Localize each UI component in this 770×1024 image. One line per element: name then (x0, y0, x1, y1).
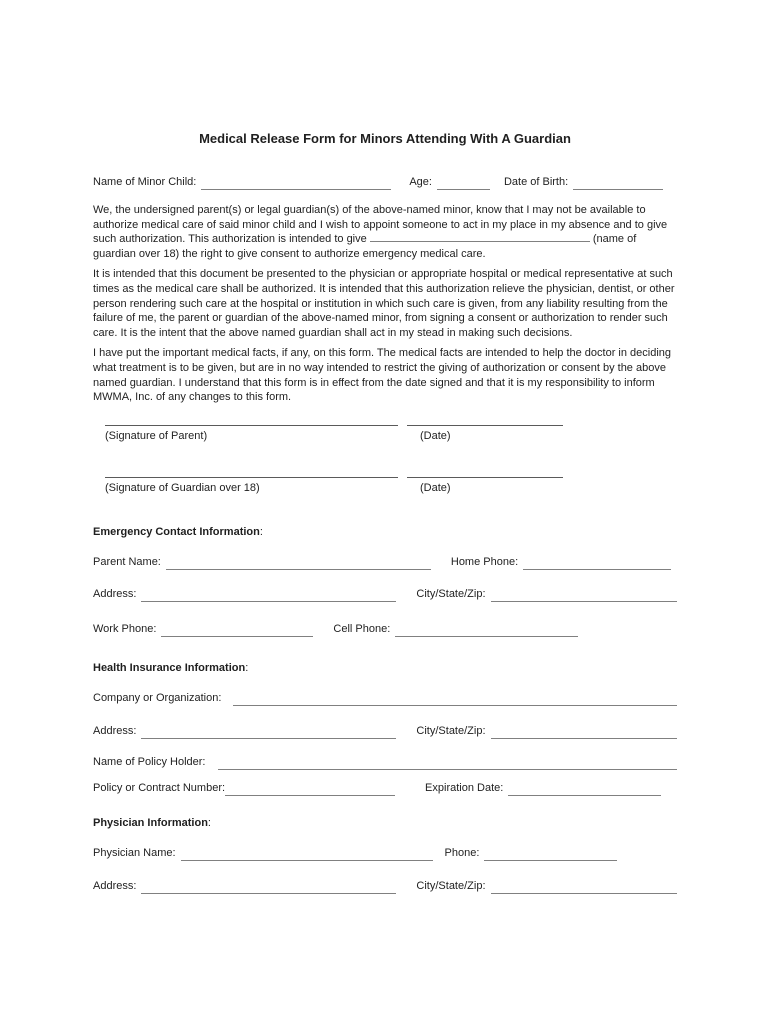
authorization-text-before: We, the undersigned parent(s) or legal guardian(s) of the above-named minor, know that I may not be available to authorize medical care of said minor child and I wish to appoint someone to act in my place in my absence and to give such authorization. This authorization is intended to give (93, 204, 668, 246)
form-title: Medical Release Form for Minors Attending With A Guardian (199, 131, 571, 146)
heading-colon: : (207, 816, 211, 829)
work-phone-label: Work Phone: (93, 622, 157, 635)
physician-address-blank[interactable] (141, 879, 396, 894)
emergency-parent-row (93, 555, 677, 570)
home-phone-label: Home Phone: (450, 555, 519, 568)
insurance-address-row (93, 724, 677, 739)
physician-phone-label: Phone: (444, 846, 480, 859)
age-label: Age: (409, 176, 432, 188)
minor-child-row (93, 175, 677, 190)
parent-signature-row (105, 425, 677, 444)
physician-name-row (93, 846, 677, 861)
policy-holder-label: Name of Policy Holder: (93, 755, 206, 768)
guardian-date-label: (Date) (420, 481, 451, 494)
signature-block (105, 425, 677, 496)
medical-facts-paragraph: I have put the important medical facts, if any, on this form. The medical facts are intended to help the doctor in deciding what treatment is to be given, but are in no way intended to restrict the giving of authorization or consent by the above named guardian. I understand that this form is in effect from the date signed and that it is my responsibility to inform MWMA, Inc. of any changes to this form. (93, 347, 672, 404)
dob-blank[interactable] (573, 175, 663, 190)
heading-colon: : (245, 661, 249, 674)
insurance-city-state-zip-label: City/State/Zip: (416, 724, 486, 737)
physician-heading (93, 816, 677, 831)
authorization-paragraph (93, 203, 677, 261)
cell-phone-blank[interactable] (395, 622, 578, 637)
parent-signature-label: (Signature of Parent) (105, 429, 208, 442)
emergency-address-row (93, 587, 677, 602)
guardian-signature-row (105, 477, 677, 496)
physician-address-label: Address: (93, 879, 137, 892)
guardian-signature-label: (Signature of Guardian over 18) (105, 481, 260, 494)
emergency-address-label: Address: (93, 587, 137, 600)
emergency-phones-row (93, 622, 677, 637)
policy-holder-blank[interactable] (218, 755, 678, 770)
emergency-city-state-zip-blank[interactable] (491, 587, 678, 602)
authorization-text-after: (name of guardian over 18) the right to give consent to authorize emergency medical care. (93, 233, 637, 260)
guardian-signature-field (105, 477, 398, 496)
dob-label: Date of Birth: (503, 176, 569, 188)
company-blank[interactable] (233, 691, 677, 706)
cell-phone-label: Cell Phone: (333, 622, 391, 635)
minor-name-label: Name of Minor Child: (93, 176, 197, 188)
insurance-city-state-zip-blank[interactable] (491, 724, 678, 739)
company-label: Company or Organization: (93, 691, 222, 704)
home-phone-blank[interactable] (523, 555, 671, 570)
physician-city-state-zip-blank[interactable] (491, 879, 678, 894)
policy-number-blank[interactable] (225, 781, 395, 796)
health-insurance-heading-text: Health Insurance Information (93, 661, 246, 674)
guardian-name-blank[interactable] (370, 241, 590, 242)
policy-number-row (93, 781, 677, 796)
emergency-contact-heading-text: Emergency Contact Information (93, 525, 260, 538)
emergency-contact-heading (93, 525, 677, 540)
insurance-address-label: Address: (93, 724, 137, 737)
physician-address-row (93, 879, 677, 894)
guardian-date-field (407, 477, 563, 496)
insurance-address-blank[interactable] (141, 724, 396, 739)
health-insurance-heading (93, 661, 677, 676)
emergency-address-blank[interactable] (141, 587, 396, 602)
emergency-city-state-zip-label: City/State/Zip: (416, 587, 486, 600)
parent-name-label: Parent Name: (93, 555, 161, 568)
work-phone-blank[interactable] (161, 622, 313, 637)
parent-date-field (407, 425, 563, 444)
parent-name-blank[interactable] (166, 555, 431, 570)
expiration-blank[interactable] (508, 781, 661, 796)
parent-date-label: (Date) (420, 429, 451, 442)
physician-heading-text: Physician Information (93, 816, 208, 829)
age-blank[interactable] (437, 175, 490, 190)
physician-name-blank[interactable] (181, 846, 433, 861)
physician-name-label: Physician Name: (93, 846, 176, 859)
parent-signature-field (105, 425, 398, 444)
physician-phone-blank[interactable] (484, 846, 617, 861)
insurance-company-row (93, 691, 677, 706)
heading-colon: : (259, 525, 263, 538)
policy-number-label: Policy or Contract Number: (93, 781, 226, 794)
expiration-label: Expiration Date: (425, 781, 504, 794)
intent-paragraph: It is intended that this document be presented to the physician or appropriate hospital or medical representative at such times as the medical care shall be authorized. It is intended that this authorization relieve the physician, dentist, or other person rendering such care at the hospital or institution in which such care is given, from any liability resulting from the failure of me, the parent or guardian of the above-named minor, from signing a consent or authorization to render such care. It is the intent that the above named guardian shall act in my stead in making such decisions. (93, 268, 675, 339)
minor-name-blank[interactable] (201, 175, 391, 190)
policy-holder-row (93, 755, 677, 770)
physician-city-state-zip-label: City/State/Zip: (416, 879, 486, 892)
